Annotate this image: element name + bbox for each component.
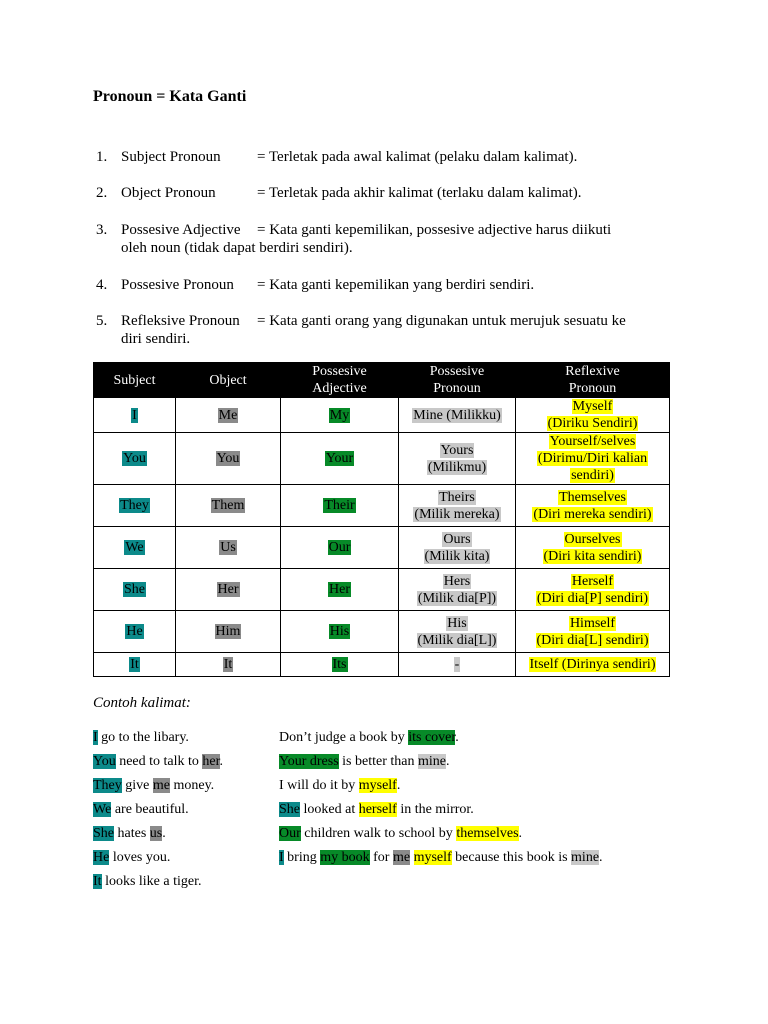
example-sentence xyxy=(279,825,522,843)
highlighted-word: He xyxy=(93,850,110,865)
header-object: Object xyxy=(176,363,281,398)
highlighted-word: I xyxy=(93,730,98,745)
cell-reflexive: Myself (Diriku Sendiri) xyxy=(516,398,670,433)
highlighted-word: I xyxy=(279,850,284,865)
sentence-text: . xyxy=(396,778,401,793)
definition-number: 3. xyxy=(96,222,108,238)
table-row xyxy=(94,653,670,677)
highlighted-word: mine xyxy=(417,754,446,769)
sentence-text: looked at xyxy=(300,802,359,817)
sentence-text: . xyxy=(445,754,450,769)
sentence-text: I will do it by xyxy=(279,778,359,793)
cell-possesive-pronoun: Mine (Milikku) xyxy=(399,398,516,433)
cell-reflexive: Herself (Diri dia[P] sendiri) xyxy=(516,569,670,611)
sentence-text: bring xyxy=(283,850,321,865)
cell-adjective: Their xyxy=(281,485,399,527)
highlighted-word: mine xyxy=(571,850,600,865)
examples-label: Contoh kalimat: xyxy=(93,695,191,711)
highlighted-word: themselves xyxy=(456,826,519,841)
highlighted-word: me xyxy=(152,778,170,793)
definition-number: 4. xyxy=(96,277,108,293)
highlighted-word: You xyxy=(93,754,116,769)
example-sentence xyxy=(279,849,603,867)
cell-object: Them xyxy=(176,485,281,527)
example-sentence xyxy=(279,753,449,771)
definition-desc-cont: oleh noun (tidak dapat berdiri sendiri). xyxy=(121,240,353,256)
pronoun-table xyxy=(93,362,670,677)
sentence-text: for xyxy=(369,850,393,865)
sentence-text: . xyxy=(219,754,224,769)
table-row xyxy=(94,569,670,611)
cell-subject: It xyxy=(94,653,176,677)
sentence-text: give xyxy=(121,778,153,793)
cell-possesive-pronoun: Hers (Milik dia[P]) xyxy=(399,569,516,611)
cell-adjective: Her xyxy=(281,569,399,611)
highlighted-word: Your dress xyxy=(279,754,339,769)
example-sentence xyxy=(93,729,189,747)
sentence-text: go to the libary. xyxy=(97,730,189,745)
definition-number: 1. xyxy=(96,149,108,165)
definition-5 xyxy=(96,312,686,350)
highlighted-word: She xyxy=(279,802,300,817)
cell-adjective: His xyxy=(281,611,399,653)
cell-subject: She xyxy=(94,569,176,611)
cell-object: Him xyxy=(176,611,281,653)
cell-adjective: Its xyxy=(281,653,399,677)
cell-object: Her xyxy=(176,569,281,611)
table-row xyxy=(94,398,670,433)
example-sentence xyxy=(93,873,202,891)
page-title: Pronoun = Kata Ganti xyxy=(93,88,247,105)
highlighted-word: my book xyxy=(320,850,370,865)
header-possesive-pronoun: Possesive Pronoun xyxy=(399,363,516,398)
example-sentence xyxy=(279,729,459,747)
highlighted-word: Our xyxy=(279,826,301,841)
example-sentence xyxy=(279,777,400,795)
highlighted-word: its cover xyxy=(408,730,456,745)
highlighted-word: me xyxy=(392,850,411,865)
definition-term: Possesive Adjective xyxy=(121,222,241,238)
definition-desc-cont: diri sendiri. xyxy=(121,331,191,347)
highlighted-word: She xyxy=(93,826,114,841)
highlighted-word: myself xyxy=(358,778,397,793)
cell-reflexive: Itself (Dirinya sendiri) xyxy=(516,653,670,677)
definition-desc: = Kata ganti orang yang digunakan untuk merujuk sesuatu ke xyxy=(257,313,626,329)
cell-subject: He xyxy=(94,611,176,653)
definition-term: Subject Pronoun xyxy=(121,149,221,165)
highlighted-word: It xyxy=(93,874,102,889)
highlighted-word: her xyxy=(202,754,220,769)
cell-adjective: My xyxy=(281,398,399,433)
sentence-text: Don’t judge a book by xyxy=(279,730,409,745)
highlighted-word: herself xyxy=(358,802,397,817)
cell-subject: They xyxy=(94,485,176,527)
highlighted-word: myself xyxy=(413,850,452,865)
definition-number: 5. xyxy=(96,313,108,329)
cell-object: You xyxy=(176,433,281,485)
definition-desc: = Kata ganti kepemilikan, possesive adjective harus diikuti xyxy=(257,222,612,238)
sentence-text: because this book is xyxy=(451,850,572,865)
example-sentence xyxy=(93,801,189,819)
table-row xyxy=(94,485,670,527)
example-sentence xyxy=(93,777,214,795)
sentence-text: money. xyxy=(169,778,215,793)
table-row xyxy=(94,527,670,569)
definition-term: Possesive Pronoun xyxy=(121,277,234,293)
definition-3 xyxy=(96,221,686,259)
example-sentence xyxy=(93,825,166,843)
cell-possesive-pronoun: Ours (Milik kita) xyxy=(399,527,516,569)
sentence-text: . xyxy=(599,850,603,865)
definition-desc: = Terletak pada awal kalimat (pelaku dalam kalimat). xyxy=(257,149,578,165)
example-sentence xyxy=(279,801,474,819)
header-reflexive-pronoun: Reflexive Pronoun xyxy=(516,363,670,398)
sentence-text: looks like a tiger. xyxy=(101,874,202,889)
header-possesive-adjective: Possesive Adjective xyxy=(281,363,399,398)
sentence-text: loves you. xyxy=(109,850,171,865)
cell-reflexive: Himself (Diri dia[L] sendiri) xyxy=(516,611,670,653)
table-row xyxy=(94,611,670,653)
sentence-text: is better than xyxy=(338,754,418,769)
definition-number: 2. xyxy=(96,185,108,201)
cell-adjective: Your xyxy=(281,433,399,485)
cell-subject: We xyxy=(94,527,176,569)
cell-object: Us xyxy=(176,527,281,569)
header-subject: Subject xyxy=(94,363,176,398)
cell-adjective: Our xyxy=(281,527,399,569)
definition-term: Object Pronoun xyxy=(121,185,216,201)
highlighted-word: We xyxy=(93,802,112,817)
sentence-text: children walk to school by xyxy=(300,826,457,841)
example-sentence xyxy=(93,849,170,867)
sentence-text: . xyxy=(455,730,459,745)
cell-possesive-pronoun: His (Milik dia[L]) xyxy=(399,611,516,653)
sentence-text: need to talk to xyxy=(115,754,203,769)
cell-possesive-pronoun: - xyxy=(399,653,516,677)
sentence-text: . xyxy=(162,826,166,841)
cell-reflexive: Yourself/selves (Dirimu/Diri kalian sendiri) xyxy=(516,433,670,485)
cell-subject: I xyxy=(94,398,176,433)
table-row xyxy=(94,433,670,485)
cell-reflexive: Ourselves (Diri kita sendiri) xyxy=(516,527,670,569)
sentence-text: are beautiful. xyxy=(111,802,189,817)
definition-term: Refleksive Pronoun xyxy=(121,313,240,329)
definition-desc: = Kata ganti kepemilikan yang berdiri sendiri. xyxy=(257,277,535,293)
sentence-text: in the mirror. xyxy=(396,802,474,817)
cell-reflexive: Themselves (Diri mereka sendiri) xyxy=(516,485,670,527)
highlighted-word: us xyxy=(149,826,163,841)
highlighted-word: They xyxy=(93,778,122,793)
cell-possesive-pronoun: Yours (Milikmu) xyxy=(399,433,516,485)
example-sentence xyxy=(93,753,223,771)
sentence-text: hates xyxy=(114,826,150,841)
cell-subject: You xyxy=(94,433,176,485)
cell-object: It xyxy=(176,653,281,677)
cell-possesive-pronoun: Theirs (Milik mereka) xyxy=(399,485,516,527)
table-header-row xyxy=(94,363,670,398)
sentence-text: . xyxy=(518,826,523,841)
cell-object: Me xyxy=(176,398,281,433)
definition-desc: = Terletak pada akhir kalimat (terlaku dalam kalimat). xyxy=(257,185,582,201)
